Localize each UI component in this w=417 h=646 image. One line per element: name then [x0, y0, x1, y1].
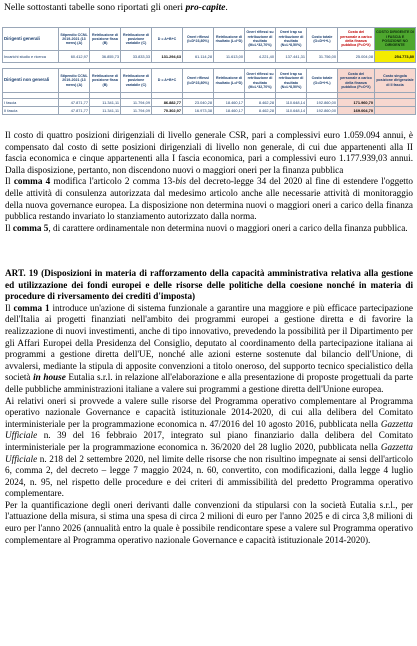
- paragraph: [5, 303, 413, 396]
- table-cell: 47.871,77: [59, 107, 90, 115]
- text-run: Eutalia s.r.l. in relazione all'elaborazione e alla presentazione di proposte progettuali da parte delle pubbliche amministrazioni italiane a valere sui programmi a gestione diretta dell'Unione europea.: [5, 372, 413, 394]
- text-run: n. 39 del 16 febbraio 2017, integrato sul piano finanziario dalla delibera del Comitato interministeriale per la programmazione economica n. 36/2020 del 28 luglio 2020, pubblicata nella: [5, 430, 413, 452]
- table-cell: 47.871,77: [59, 99, 90, 107]
- table-cell: 110.648,14: [276, 99, 307, 107]
- table-cell: 137.441,31: [276, 50, 307, 62]
- table-header-cell: Dirigenti generali: [3, 28, 59, 51]
- table-header-cell: Retribuzione di posizione fissa (B): [90, 28, 121, 51]
- table-header-cell: D = A+B+C: [152, 69, 183, 93]
- table-cell: 31.756,00: [307, 50, 338, 62]
- intro-line: [4, 2, 228, 14]
- table-header-cell: Retribuzione di posizione fissa (B): [90, 69, 121, 93]
- row-label: I fascia: [3, 99, 59, 107]
- text-run: introduce un'azione di sistema funzionale a garantire una maggiore e più efficace partecipazione dell'Italia ai progetti finanziati nell'ambito dei programmi europei a gestione diretta e di favorire la realizzazione di nuovi investimenti, anche di tipo innovativo, prevedendo la possibilità per il Dipartimento per gli Affari Europei della Presidenza del Consiglio, deputato al coordinamento della partecipazione italiana ai programmi a gestione diretta dell'UE, nonché alle azioni esterne sostenute dal bilancio dell'Unione, di avvalersi, mediante la stipula di apposite convenzioni a titolo oneroso, del supporto tecnico specialistico della società: [5, 302, 413, 383]
- table-cell: 171.960,70: [338, 99, 375, 107]
- table-cell: 11.794,09: [121, 99, 152, 107]
- table-cell: 60.412,97: [59, 50, 90, 62]
- table-header-cell: Stipendio CCNL 2019-2021 (13 mens) (A): [59, 28, 90, 51]
- paragraph-block-art-19: [5, 268, 413, 546]
- text-run: Gazzetta Ufficiale: [5, 418, 413, 441]
- paragraph: [5, 396, 413, 500]
- table-cell: 4.221,40: [245, 50, 276, 62]
- table-cell: 70.302,97: [152, 107, 183, 115]
- table-cell: 25.004,08: [338, 50, 375, 62]
- text-run: del decreto-legge 34 del 2020 al fine di estendere l'oggetto delle attività di consulenza autorizzata dal medesimo articolo anche alle necessarie attività di monitoraggio della nuova governance europea. La disposizione non determina nuovi o maggiori oneri a carico della finanza pubblica restando invariato lo stanziamento autorizzato dalla norma.: [5, 176, 413, 222]
- table-cell: 11.613,00: [214, 50, 245, 62]
- table-cell: 86.882,77: [152, 99, 183, 107]
- table-header-cell: Oneri riflessi su retribuzione di risultato (M=L*32,70%): [245, 28, 276, 51]
- table-header-cell: Oneri Irap su retribuzione di risultato (N=L*8,50%): [276, 69, 307, 93]
- text-run: Il: [5, 222, 13, 233]
- text-run: in house: [33, 372, 66, 383]
- table-header-cell: Oneri riflessi (I=D*23,80%): [183, 28, 214, 51]
- intro-prefix: Nelle sottostanti tabelle sono riportati gli oneri: [4, 2, 186, 13]
- table-cell: 11.341,11: [90, 107, 121, 115]
- text-run: comma 5: [12, 222, 49, 233]
- table-header-cell: Costo del personale a carico della finanza pubblica (P=O*X): [338, 28, 375, 51]
- text-run: n. 218 del 2 settembre 2020, nel limite delle risorse che non risultino impegnate ai sensi dell'articolo 6, comma 2, del decreto – legge 7 maggio 2024, n. 60, convertito, con modificazioni, dalla legge 4 luglio 2024, n. 95, nel rispetto delle procedure e dei criteri di ammissibilità del predetto Programma operativo complementare.: [5, 453, 413, 499]
- table-row: [3, 99, 416, 107]
- paragraph: [5, 268, 413, 303]
- table-header-cell: Costo totale (O=D+I+L): [307, 69, 338, 93]
- table-cell: 36.855,73: [90, 50, 121, 62]
- table-cell: 16.973,38: [183, 107, 214, 115]
- table-cell: 18.460,17: [214, 99, 245, 107]
- table-header-row: [3, 69, 416, 93]
- table-header-cell: Costo totale (O=D+I+L): [307, 28, 338, 51]
- table-header-cell: Oneri riflessi su retribuzione di risultato (M=L*32,70%): [245, 69, 276, 93]
- table-header-cell: Oneri riflessi (I=D*23,80%): [183, 69, 214, 93]
- table-cell: 192.860,00: [307, 99, 338, 107]
- text-run: bis: [175, 176, 187, 187]
- text-run: Il costo di quattro posizioni dirigenziali di livello generale CSR, pari a complessivi euro 1.059.094 annui, è compensato dal costo di sette posizioni dirigenziali di livello non generale, di cui due appartenenti alla II fascia economica e cinque appartenenti alla I fascia economica, pari a complessivi euro 1.177.939,03 annui. Dalla disposizione, pertanto, non discendono nuovi o maggiori oneri per la finanza pubblica: [5, 130, 413, 175]
- cost-table-general-directors: [2, 27, 416, 63]
- table-header-cell: Retribuzione di risultato (L=I*D): [214, 69, 245, 93]
- text-run: comma 1: [13, 302, 50, 313]
- table-header-cell: D = A+B+C: [152, 28, 183, 51]
- text-run: Gazzetta Ufficiale: [5, 441, 413, 464]
- paragraph: [5, 500, 413, 546]
- text-run: Il: [5, 302, 14, 313]
- text-run: Per la quantificazione degli oneri derivanti dalle convenzioni da stipularsi con la società Eutalia s.r.l., per l'attuazione della misura, si stima una spesa di circa 2 milioni di euro per l'anno 2025 e di circa 3,8 milioni di euro per l'anno 2026 (annualità entro la quale è possibile rendicontare spese a valere sul Programma operativo complementare al Programma operativo nazionale Governance e capacità istituzionale 2014-2020).: [5, 499, 413, 545]
- paragraph-block-cost-notes: [5, 130, 413, 234]
- table-cell: 11.794,09: [121, 107, 152, 115]
- paragraph: [5, 130, 413, 176]
- table-cell: 131.294,63: [152, 50, 183, 62]
- cost-table-non-general-directors: [2, 68, 416, 115]
- table-header-cell: Costo singola posizione dirigenziale di II fascia: [375, 69, 416, 93]
- intro-suffix: .: [225, 2, 228, 13]
- table-cell: 110.648,14: [276, 107, 307, 115]
- table-header-cell: Retribuzione di risultato (L=I*D): [214, 28, 245, 51]
- table-header-cell: Retribuzione di posizione variabile (C): [121, 69, 152, 93]
- table-cell: 18.460,17: [214, 107, 245, 115]
- table-cell: 254.773,80: [375, 50, 416, 62]
- text-run: comma 4: [13, 176, 51, 187]
- table-header-cell: Oneri Irap su retribuzione di risultato (N=L*8,50%): [276, 28, 307, 51]
- row-label: Incarichi studio e ricerca: [3, 50, 59, 62]
- text-run: modifica l'articolo 2 comma 13-: [50, 176, 176, 187]
- row-label: II fascia: [3, 107, 59, 115]
- intro-emphasis: pro-capite: [185, 2, 226, 13]
- paragraph: [5, 176, 413, 222]
- table-cell: 192.860,00: [307, 107, 338, 115]
- table-header-cell: Dirigenti non generali: [3, 69, 59, 93]
- table-cell: 33.833,33: [121, 50, 152, 62]
- table-cell: 23.040,28: [183, 99, 214, 107]
- table-cell: 8.462,28: [245, 107, 276, 115]
- table-cell: 11.341,11: [90, 99, 121, 107]
- table-cell: 8.462,28: [245, 99, 276, 107]
- paragraph: [5, 223, 413, 235]
- table-header-cell: Stipendio CCNL 2019-2021 (13 mens) (A): [59, 69, 90, 93]
- table-header-cell: Retribuzione di posizione variabile (C): [121, 28, 152, 51]
- table-header-row: [3, 28, 416, 51]
- text-run: Ai relativi oneri si provvede a valere sulle risorse del Programma operativo complementare al Programma operativo nazionale Governance e capacità istituzionale 2014-2020, di cui alla delibera del Comitato interministeriale per la programmazione economica n. 47/2016 del 10 agosto 2016, pubblicata nella: [5, 395, 413, 429]
- table-cell: 169.004,70: [338, 107, 375, 115]
- table-cell: 61.114,28: [183, 50, 214, 62]
- table-header-cell: COSTO DIRIGENTE DI I FASCIA E POSIZIONE NO DIRIGENTE: [375, 28, 416, 51]
- text-run: ART. 19 (Disposizioni in materia di rafforzamento della capacità amministrativa relativa alla gestione ed utilizzazione dei fondi europei e delle risorse delle politiche della coesione nonché in materia di procedure di riversamento dei crediti d'imposta): [5, 268, 413, 302]
- table-row: [3, 50, 416, 62]
- table-row: [3, 107, 416, 115]
- table-header-cell: Costo del personale a carico della finanza pubblica (P=O*X): [338, 69, 375, 93]
- text-run: Il: [5, 176, 14, 187]
- text-run: , di carattere ordinamentale non determina nuovi o maggiori oneri a carico della finanza pubblica.: [48, 222, 408, 233]
